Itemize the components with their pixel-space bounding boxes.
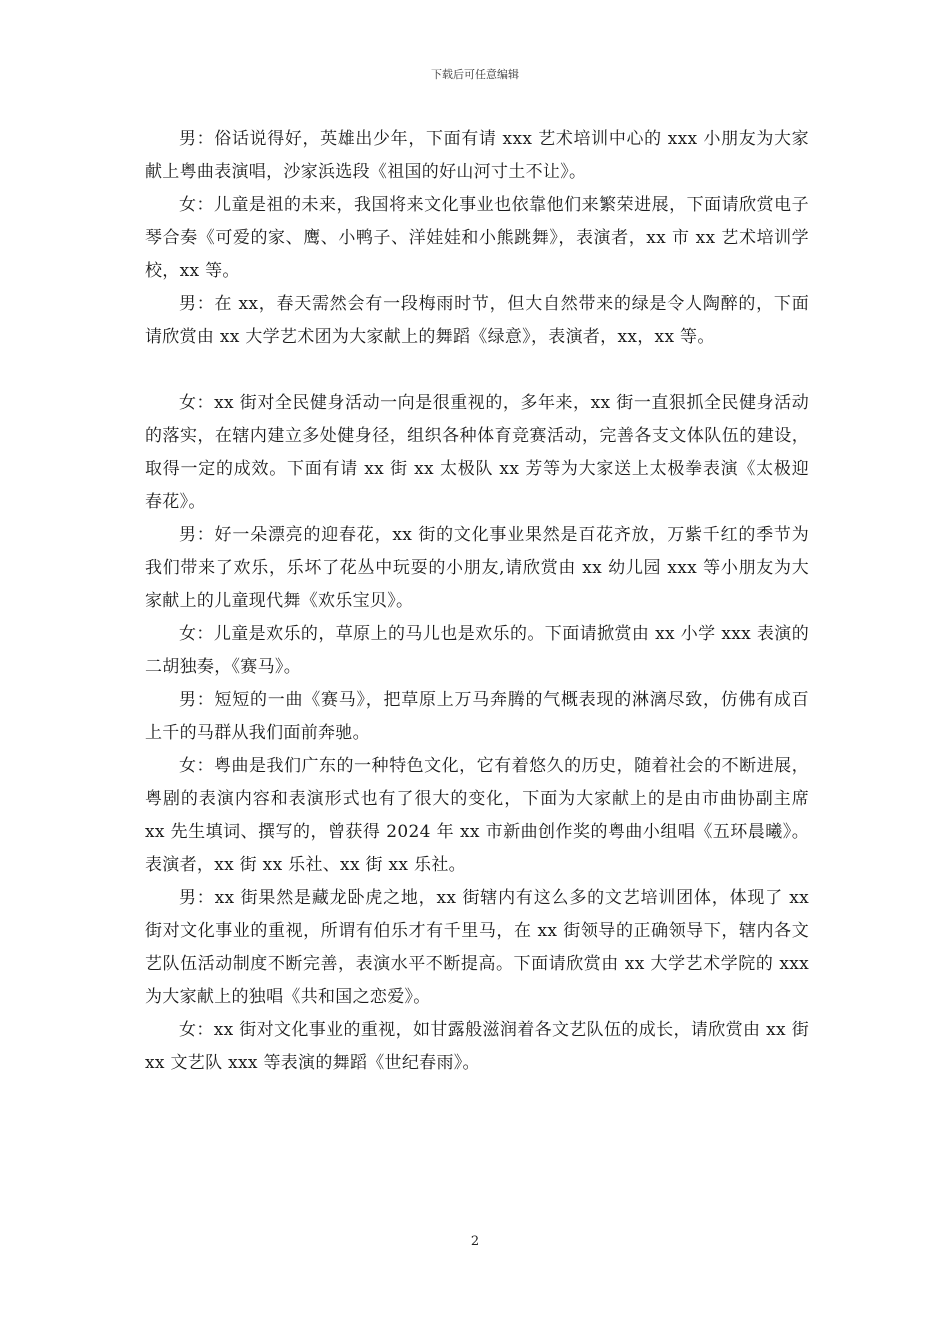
paragraph: 女：儿童是祖的未来，我国将来文化事业也依靠他们来繁荣进展，下面请欣赏电子琴合奏《可爱的家、鹰、小鸭子、洋娃娃和小熊跳舞》，表演者，xx 市 xx 艺术培训学校，xx 等。 — [145, 195, 809, 281]
paragraph: 男：xx 街果然是藏龙卧虎之地，xx 街辖内有这么多的文艺培训团体，体现了 xx 街对文化事业的重视，所谓有伯乐才有千里马，在 xx 街领导的正确领导下，辖内各文艺队伍活动制度不断完善，表演水平不断提高。下面请欣赏由 xx 大学艺术学院的 xxx 为大家献上的独唱《共和国之恋爱》。 — [145, 888, 809, 1007]
paragraph: 女：儿童是欢乐的，草原上的马儿也是欢乐的。下面请掀赏由 xx 小学 xxx 表演的二胡独奏，《赛马》。 — [145, 624, 809, 677]
paragraph: 男：短短的一曲《赛马》，把草原上万马奔腾的气概表现的淋漓尽致，仿佛有成百上千的马群从我们面前奔驰。 — [145, 690, 809, 743]
paragraph: 女：粤曲是我们广东的一种特色文化，它有着悠久的历史，随着社会的不断进展，粤剧的表演内容和表演形式也有了很大的变化，下面为大家献上的是由市曲协副主席 xx 先生填词、撰写的，曾获得 2024 年 xx 市新曲创作奖的粤曲小组唱《五环晨曦》。表演者，xx 街 xx 乐社、xx 街 xx 乐社。 — [145, 756, 809, 875]
paragraph: 男：俗话说得好，英雄出少年，下面有请 xxx 艺术培训中心的 xxx 小朋友为大家献上粤曲表演唱，沙家浜选段《祖国的好山河寸土不让》。 — [145, 129, 809, 182]
page-header: 下载后可任意编辑 — [431, 68, 519, 81]
page-number: 2 — [470, 1234, 480, 1249]
blank-line — [145, 354, 809, 387]
paragraph: 女：xx 街对全民健身活动一向是很重视的，多年来，xx 街一直狠抓全民健身活动的落实，在辖内建立多处健身径，组织各种体育竞赛活动，完善各支文体队伍的建设，取得一定的成效。下面有请 xx 街 xx 太极队 xx 芳等为大家送上太极拳表演《太极迎春花》。 — [145, 393, 809, 512]
paragraph: 男：好一朵漂亮的迎春花，xx 街的文化事业果然是百花齐放，万紫千红的季节为我们带来了欢乐，乐坏了花丛中玩耍的小朋友,请欣赏由 xx 幼儿园 xxx 等小朋友为大家献上的儿童现代舞《欢乐宝贝》。 — [145, 525, 809, 611]
paragraph: 男：在 xx，春天需然会有一段梅雨时节，但大自然带来的绿是令人陶醉的，下面请欣赏由 xx 大学艺术团为大家献上的舞蹈《绿意》，表演者，xx，xx 等。 — [145, 294, 809, 347]
document-body — [145, 123, 809, 1080]
paragraph: 女：xx 街对文化事业的重视，如甘露般滋润着各文艺队伍的成长，请欣赏由 xx 街 xx 文艺队 xxx 等表演的舞蹈《世纪春雨》。 — [145, 1020, 809, 1073]
